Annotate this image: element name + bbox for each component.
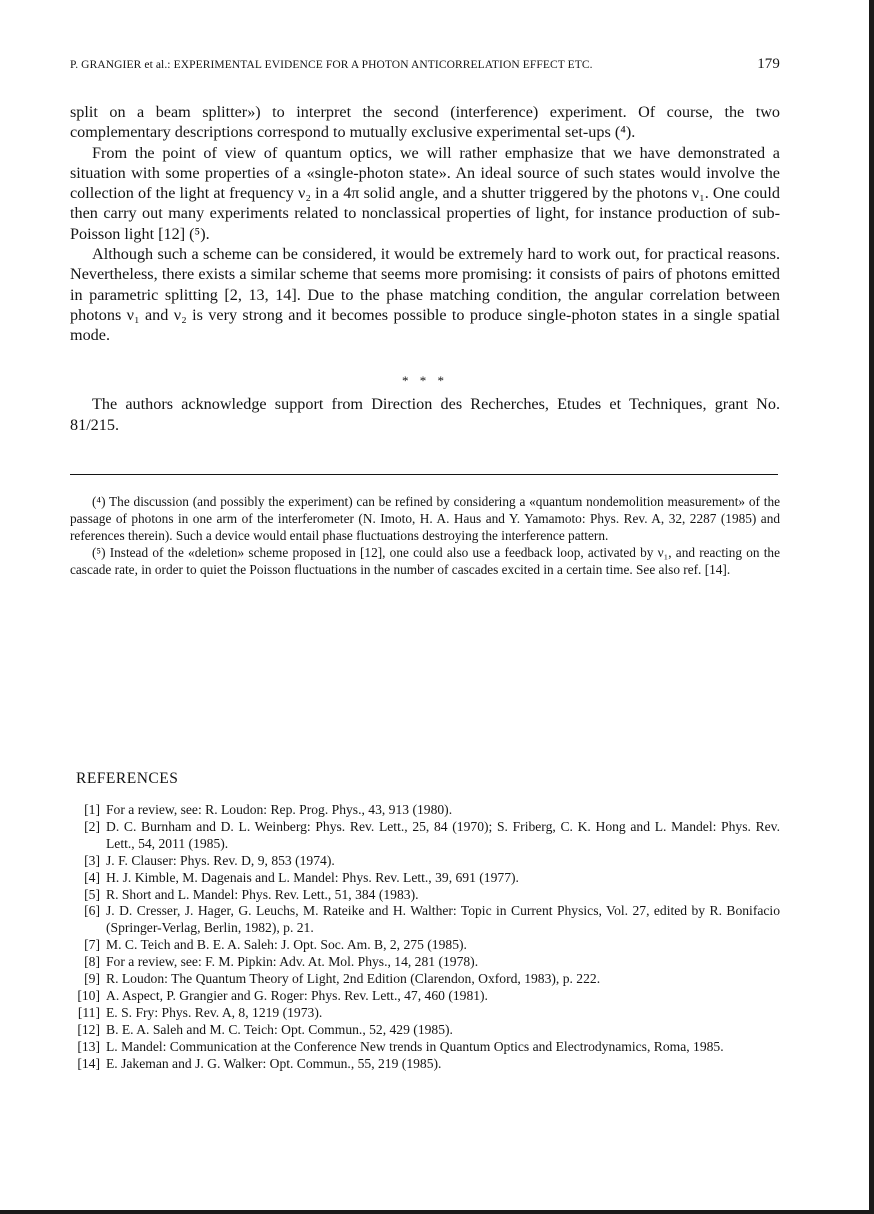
reference-text: For a review, see: F. M. Pipkin: Adv. At. Mol. Phys., 14, 281 (1978). xyxy=(106,954,479,970)
reference-number: [3] xyxy=(84,852,100,868)
reference-text: D. C. Burnham and D. L. Weinberg: Phys. Rev. Lett., 25, 84 (1970); S. Friberg, C. K. Hong and L. Mandel: Phys. Rev. Lett., 54, 2011 (1985). xyxy=(106,818,780,851)
reference-number: [12] xyxy=(77,1021,100,1037)
references-list xyxy=(76,802,780,1073)
reference-text: E. Jakeman and J. G. Walker: Opt. Commun., 55, 219 (1985). xyxy=(106,1055,442,1071)
reference-item xyxy=(76,937,780,954)
reference-item xyxy=(76,802,780,819)
reference-item xyxy=(76,819,780,853)
running-title: P. GRANGIER et al.: EXPERIMENTAL EVIDENCE FOR A PHOTON ANTICORRELATION EFFECT ETC. xyxy=(70,59,593,71)
reference-text: R. Loudon: The Quantum Theory of Light, 2nd Edition (Clarendon, Oxford, 1983), p. 222. xyxy=(106,971,601,987)
running-head xyxy=(70,56,780,80)
reference-number: [8] xyxy=(84,954,100,970)
reference-item xyxy=(76,971,780,988)
reference-text: M. C. Teich and B. E. A. Saleh: J. Opt. Soc. Am. B, 2, 275 (1985). xyxy=(106,937,467,953)
paragraph-parametric-splitting: Although such a scheme can be considered, it would be extremely hard to work out, for practical reasons. Nevertheless, there exists a similar scheme that seems more promising: it consists of pairs of photons emitted in parametric splitting [2, 13, 14]. Due to the phase matching condition, the angular correlation between photons ν₁ and ν₂ is very strong and it becomes possible to produce single-photon states in a single spatial mode. xyxy=(70,245,780,345)
reference-item xyxy=(76,954,780,971)
footnote-5: (⁵) Instead of the «deletion» scheme proposed in [12], one could also use a feedback loop, activated by ν₁, and reacting on the cascade rate, in order to quiet the Poisson fluctuations in the number of cascades excited in a certain time. See also ref. [14]. xyxy=(70,545,780,578)
references-section xyxy=(76,770,780,1073)
page-number: 179 xyxy=(757,56,780,72)
reference-number: [5] xyxy=(84,886,100,902)
reference-item xyxy=(76,1022,780,1039)
reference-item xyxy=(76,1039,780,1056)
paragraph-continuation: split on a beam splitter») to interpret the second (interference) experiment. Of course, the two complementary descriptions correspond to mutually exclusive experimental set-ups (⁴). xyxy=(70,103,780,142)
reference-number: [1] xyxy=(84,802,100,817)
reference-number: [10] xyxy=(77,987,100,1003)
page-content xyxy=(70,56,780,579)
references-heading: REFERENCES xyxy=(76,770,179,787)
reference-text: A. Aspect, P. Grangier and G. Roger: Phys. Rev. Lett., 47, 460 (1981). xyxy=(106,987,488,1003)
reference-text: B. E. A. Saleh and M. C. Teich: Opt. Commun., 52, 429 (1985). xyxy=(106,1021,453,1037)
reference-item xyxy=(76,903,780,937)
reference-item xyxy=(76,887,780,904)
reference-text: For a review, see: R. Loudon: Rep. Prog. Phys., 43, 913 (1980). xyxy=(106,802,453,817)
reference-item xyxy=(76,870,780,887)
reference-item xyxy=(76,988,780,1005)
reference-text: L. Mandel: Communication at the Conference New trends in Quantum Optics and Electrodynamics, Roma, 1985. xyxy=(106,1038,724,1054)
section-separator: * * * xyxy=(402,372,448,388)
reference-text: J. F. Clauser: Phys. Rev. D, 9, 853 (1974). xyxy=(106,852,335,868)
reference-item xyxy=(76,853,780,870)
reference-item xyxy=(76,1056,780,1073)
body-text xyxy=(70,102,780,346)
acknowledgement: The authors acknowledge support from Direction des Recherches, Etudes et Techniques, grant No. 81/215. xyxy=(70,394,780,434)
reference-number: [6] xyxy=(84,903,100,919)
reference-text: H. J. Kimble, M. Dagenais and L. Mandel: Phys. Rev. Lett., 39, 691 (1977). xyxy=(106,869,519,885)
reference-item xyxy=(76,1005,780,1022)
paragraph-quantum-optics: From the point of view of quantum optics, we will rather emphasize that we have demonstrated a situation with some properties of a «single-photon state». An ideal source of such states would involve the collection of the light at frequency ν₂ in a 4π solid angle, and a shutter triggered by the photons ν₁. One could then carry out many experiments related to nonclassical properties of light, for instance production of sub-Poisson light [12] (⁵). xyxy=(70,143,780,243)
footnote-4: (⁴) The discussion (and possibly the experiment) can be refined by considering a «quantum nondemolition measurement» of the passage of photons in one arm of the interferometer (N. Imoto, H. A. Haus and Y. Yamamoto: Phys. Rev. A, 32, 2287 (1985) and references therein). Such a device would entail phase fluctuations destroying the interference pattern. xyxy=(70,493,780,543)
reference-text: J. D. Cresser, J. Hager, G. Leuchs, M. Rateike and H. Walther: Topic in Current Physics, Vol. 27, edited by R. Bonifacio (Springer-Verlag, Berlin, 1982), p. 21. xyxy=(106,903,780,936)
reference-number: [11] xyxy=(77,1004,100,1020)
scan-edge-right xyxy=(869,0,874,1214)
footnotes xyxy=(70,493,780,579)
reference-text: R. Short and L. Mandel: Phys. Rev. Lett., 51, 384 (1983). xyxy=(106,886,419,902)
reference-number: [2] xyxy=(84,818,100,834)
reference-number: [9] xyxy=(84,971,100,987)
reference-number: [13] xyxy=(77,1038,100,1054)
reference-number: [14] xyxy=(77,1055,100,1071)
scan-edge-bottom xyxy=(0,1210,874,1214)
reference-number: [7] xyxy=(84,937,100,953)
footnote-rule xyxy=(70,474,778,475)
reference-text: E. S. Fry: Phys. Rev. A, 8, 1219 (1973). xyxy=(106,1004,323,1020)
reference-number: [4] xyxy=(84,869,100,885)
